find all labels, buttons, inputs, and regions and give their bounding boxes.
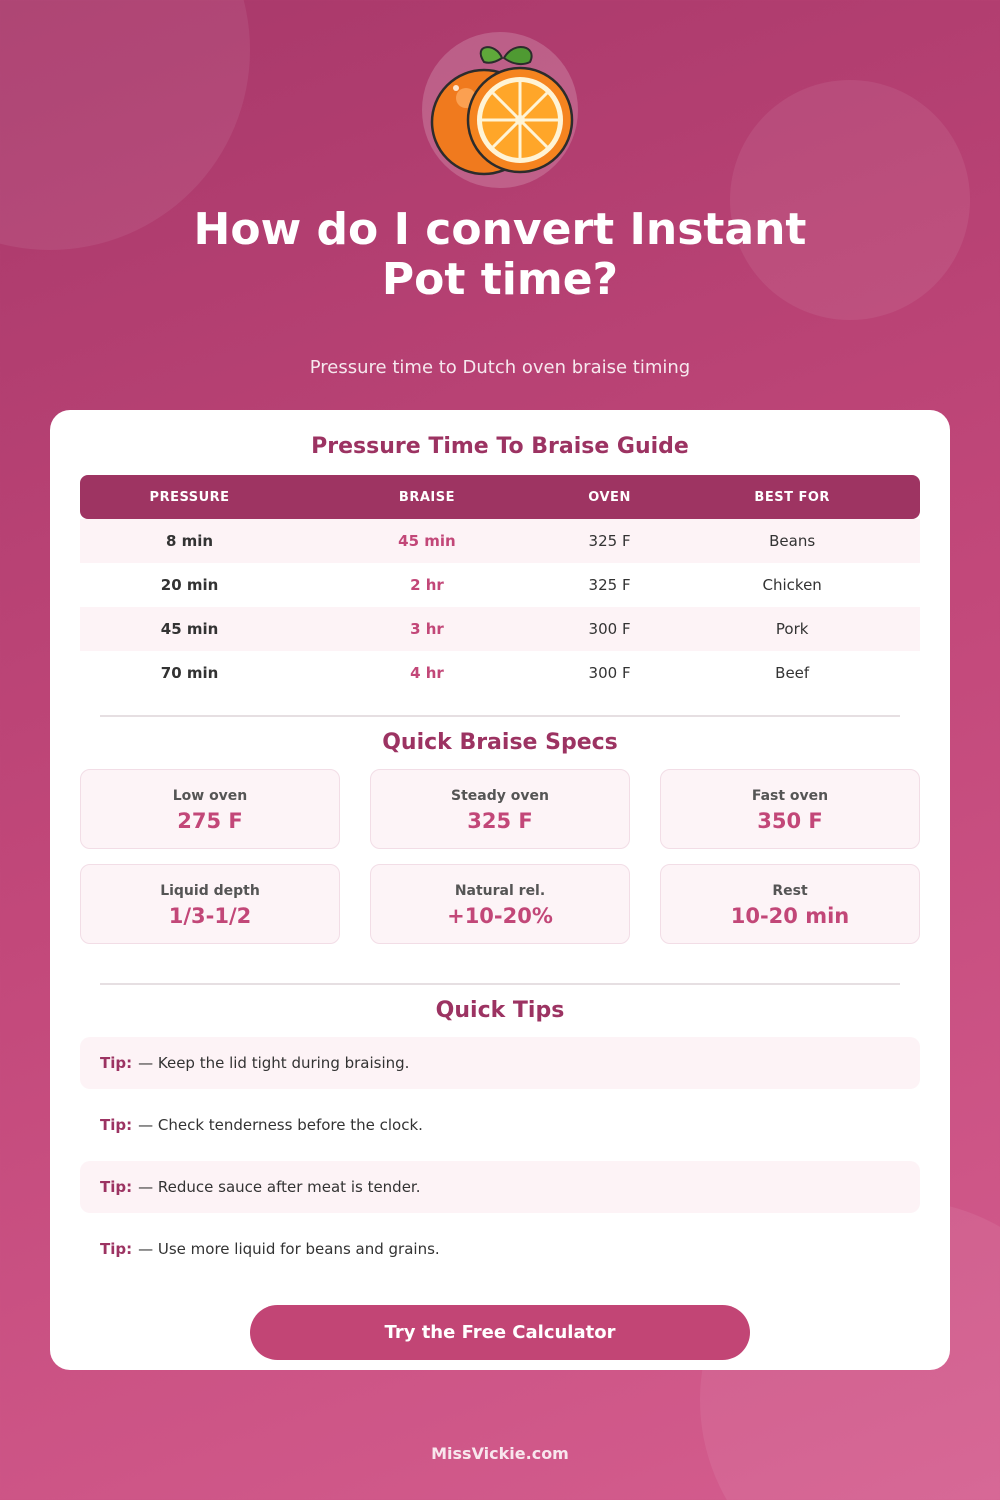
spec-card-liquid-depth [80, 864, 340, 944]
spec-value: 1/3-1/2 [168, 904, 252, 928]
table-row [80, 651, 920, 695]
tip-label: Tip: [100, 1116, 133, 1134]
cell-best-for: Beef [775, 664, 810, 682]
spec-label: Liquid depth [160, 883, 260, 899]
section-divider [100, 983, 900, 985]
cell-braise: 45 min [398, 532, 456, 550]
cell-pressure: 70 min [160, 664, 219, 682]
table-row [80, 563, 920, 607]
cell-oven: 300 F [588, 620, 631, 638]
column-header-braise: BRAISE [398, 489, 455, 505]
cell-best-for: Chicken [762, 576, 822, 594]
page-subtitle: Pressure time to Dutch oven braise timing [309, 357, 691, 378]
column-header-best-for: BEST FOR [754, 489, 830, 505]
tip-item [80, 1161, 920, 1213]
tip-text: — Keep the lid tight during braising. [138, 1054, 410, 1072]
footer-site-name[interactable]: MissVickie.com [431, 1444, 569, 1463]
cell-braise: 4 hr [410, 664, 444, 682]
spec-label: Rest [772, 883, 808, 899]
column-header-oven: OVEN [588, 489, 631, 505]
cell-braise: 3 hr [410, 620, 444, 638]
spec-card-low-oven [80, 769, 340, 849]
cell-pressure: 45 min [160, 620, 219, 638]
cell-oven: 300 F [588, 664, 631, 682]
table-header [80, 475, 920, 519]
spec-card-rest [660, 864, 920, 944]
tips-title: Quick Tips [435, 998, 565, 1023]
spec-card-steady-oven [370, 769, 630, 849]
tip-label: Tip: [100, 1054, 133, 1072]
cell-braise: 2 hr [410, 576, 444, 594]
cell-pressure: 20 min [160, 576, 219, 594]
content-card [50, 410, 950, 1370]
cell-best-for: Pork [775, 620, 809, 638]
table-row [80, 607, 920, 651]
cell-oven: 325 F [588, 532, 631, 550]
page-title: How do I convert Instant Pot time? [193, 204, 807, 305]
orange-fruit-icon [422, 32, 578, 188]
tip-label: Tip: [100, 1240, 133, 1258]
tip-item [80, 1223, 920, 1275]
spec-value: 350 F [757, 809, 823, 833]
cell-best-for: Beans [769, 532, 816, 550]
spec-value: 275 F [177, 809, 243, 833]
spec-value: 325 F [467, 809, 533, 833]
spec-label: Fast oven [751, 788, 829, 804]
spec-card-fast-oven [660, 769, 920, 849]
guide-table [80, 475, 920, 695]
specs-title: Quick Braise Specs [382, 730, 618, 755]
spec-value: 10-20 min [730, 904, 850, 928]
guide-title: Pressure Time To Braise Guide [311, 434, 689, 459]
tip-text: — Check tenderness before the clock. [138, 1116, 423, 1134]
free-calculator-button[interactable]: Try the Free Calculator [250, 1305, 750, 1360]
spec-card-natural-release [370, 864, 630, 944]
tip-text: — Reduce sauce after meat is tender. [138, 1178, 421, 1196]
cell-pressure: 8 min [166, 532, 214, 550]
tip-item [80, 1037, 920, 1089]
spec-value: +10-20% [447, 904, 553, 928]
spec-label: Natural rel. [454, 883, 546, 899]
section-divider [100, 715, 900, 717]
tip-text: — Use more liquid for beans and grains. [138, 1240, 440, 1258]
tip-item [80, 1099, 920, 1151]
cell-oven: 325 F [588, 576, 631, 594]
spec-label: Low oven [172, 788, 248, 804]
spec-label: Steady oven [451, 788, 549, 804]
tip-label: Tip: [100, 1178, 133, 1196]
column-header-pressure: PRESSURE [149, 489, 230, 505]
table-row [80, 519, 920, 563]
logo-badge [422, 32, 578, 188]
